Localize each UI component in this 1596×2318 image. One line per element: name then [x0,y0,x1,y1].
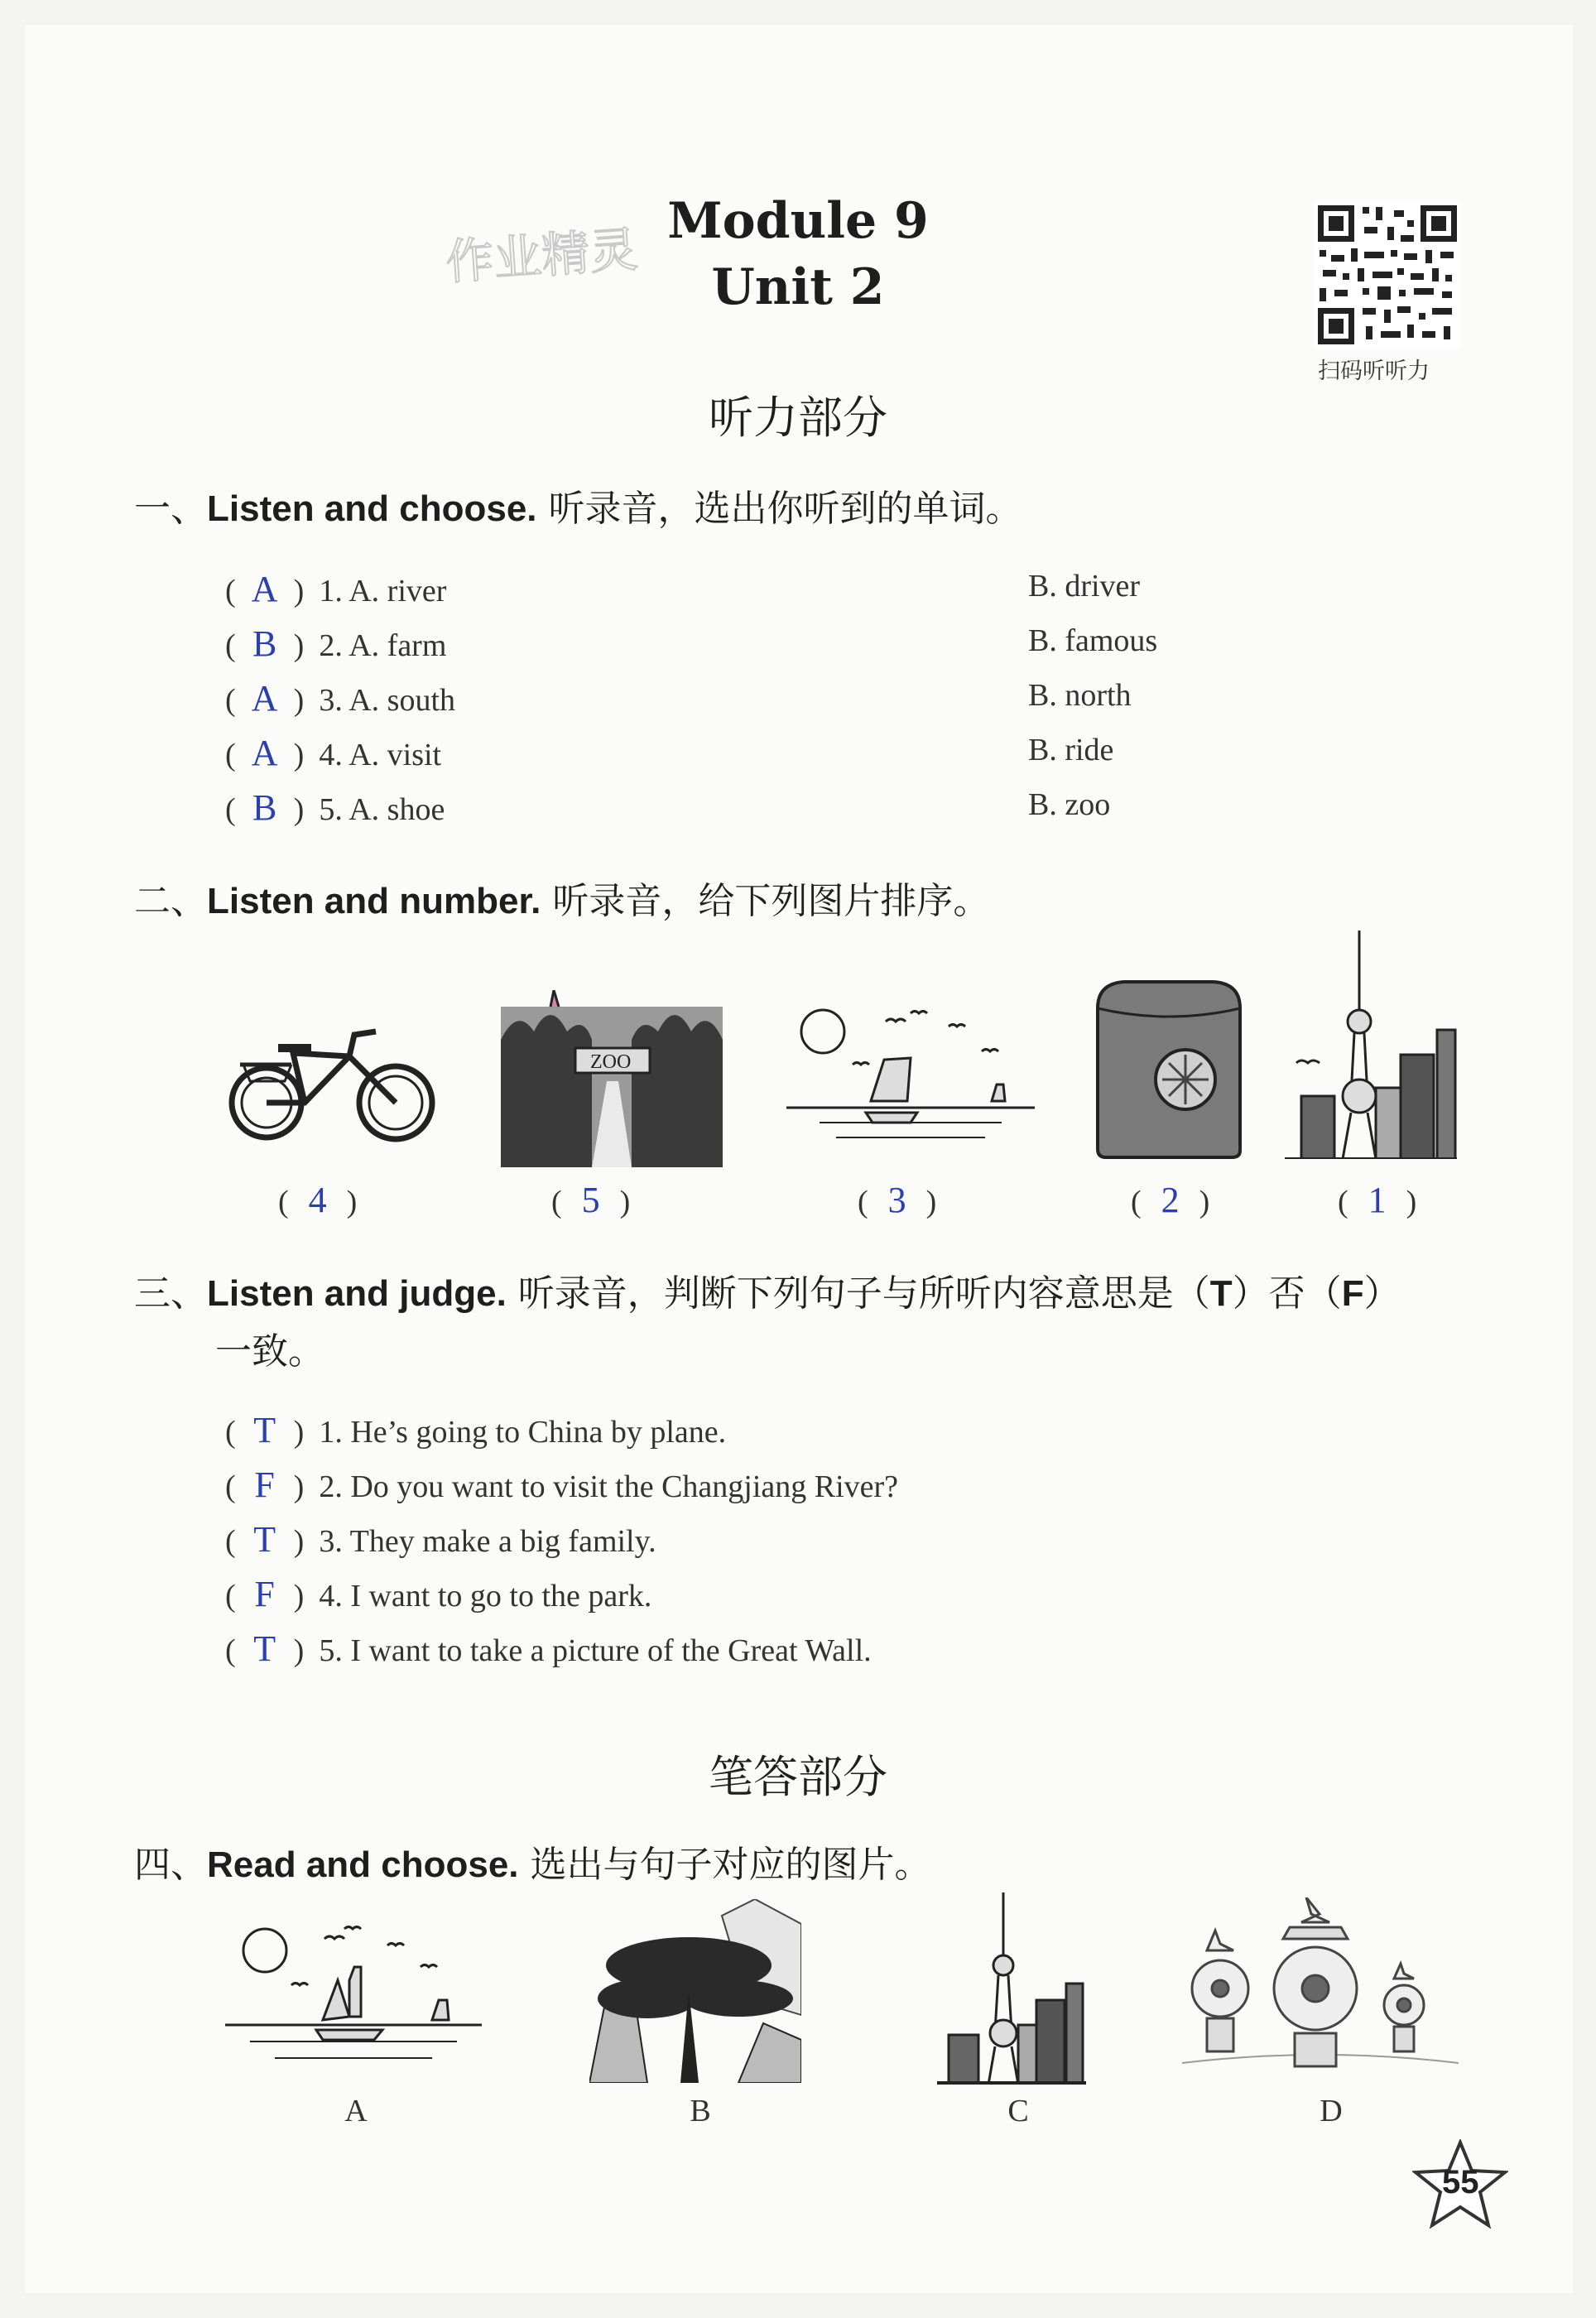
open-paren: ( [225,1633,236,1668]
choice-row [225,786,445,829]
open-paren: ( [225,1524,236,1559]
number-answer [1338,1179,1416,1221]
number-answer [858,1179,936,1221]
answer-mark: 4 [308,1180,327,1220]
option-a: 4. A. visit [319,738,442,772]
open-paren: ( [278,1185,289,1219]
choice-row [225,568,446,610]
page-number: 55 [1442,2164,1479,2200]
close-paren: ) [293,628,305,663]
part4-heading [134,1835,931,1888]
judge-sentence: 5. I want to take a picture of the Great Wall. [319,1633,872,1668]
judge-row [225,1409,726,1451]
option-b: B. north [1028,678,1132,713]
answer-mark: B [252,623,277,664]
answer-mark: T [253,1628,276,1669]
module-title: Module 9 [667,192,929,250]
choice-row [225,623,446,665]
open-paren: ( [225,1415,236,1450]
answer-mark: 5 [581,1180,600,1220]
choice-row [225,732,441,774]
sea-boat-icon [225,1917,482,2075]
answer-mark: 1 [1368,1180,1387,1220]
judge-sentence: 3. They make a big family. [319,1524,656,1559]
close-paren: ) [293,792,305,827]
stone-pagoda-icon [1182,1897,1459,2080]
writing-section-title: 笔答部分 [709,1751,887,1803]
answer-mark: 2 [1161,1180,1180,1220]
option-b: B. driver [1028,569,1141,604]
open-paren: ( [225,628,236,663]
judge-row [225,1464,898,1506]
open-paren: ( [225,792,236,827]
answer-mark: T [253,1519,276,1560]
part3-heading [134,1263,1401,1316]
open-paren: ( [1131,1185,1142,1219]
pine-mountain-icon [589,1899,801,2083]
number-answer [1131,1179,1209,1221]
option-b: B. ride [1028,733,1114,767]
option-a: 3. A. south [319,683,456,718]
close-paren: ) [293,683,305,718]
part1-title-en: Listen and choose. [207,488,537,529]
part3-title-cn: 听录音，判断下列句子与所听内容意思是（ [517,1272,1210,1315]
answer-mark: A [251,678,278,719]
option-b: B. zoo [1028,787,1111,822]
bicycle-icon [225,1023,439,1144]
zoo-gate-icon [501,990,723,1167]
answer-mark: 3 [887,1180,906,1220]
part3-title-en: Listen and judge. [207,1273,507,1314]
open-paren: ( [225,1579,236,1613]
judge-sentence: 1. He’s going to China by plane. [319,1415,727,1450]
open-paren: ( [225,1469,236,1504]
open-paren: ( [225,738,236,772]
picture-label: D [1320,2094,1343,2128]
answer-mark: F [254,1574,275,1614]
part3-number: 三、 [134,1272,207,1315]
close-paren: ) [293,1524,305,1559]
close-paren: ) [1199,1185,1210,1219]
tea-box-icon [1091,975,1245,1159]
picture-label: C [1007,2094,1029,2128]
part2-title-cn: 听录音，给下列图片排序。 [552,880,990,922]
close-paren: ) [619,1185,631,1219]
answer-mark: A [251,733,278,773]
judge-sentence: 4. I want to go to the park. [319,1579,652,1613]
answer-mark: F [254,1464,275,1505]
answer-mark: T [253,1410,276,1450]
open-paren: ( [858,1185,868,1219]
city-tower-icon [937,1892,1086,2085]
judge-row [225,1518,656,1561]
open-paren: ( [225,683,236,718]
option-a: 5. A. shoe [319,792,445,827]
open-paren: ( [551,1185,562,1219]
listening-section-title: 听力部分 [709,392,887,444]
answer-mark: A [251,569,278,609]
city-tower-icon [1285,931,1457,1159]
watermark: 作业精灵 [444,220,640,291]
close-paren: ) [293,574,305,608]
part1-heading [134,479,1022,531]
part4-number: 四、 [134,1844,207,1886]
open-paren: ( [1338,1185,1348,1219]
part3-t: T [1209,1273,1233,1314]
number-answer [278,1179,357,1221]
part2-number: 二、 [134,880,207,922]
number-answer [551,1179,630,1221]
option-a: 1. A. river [319,574,447,608]
judge-row [225,1628,872,1670]
part2-heading [134,871,989,924]
part1-number: 一、 [134,488,207,530]
choice-row [225,677,455,719]
unit-title: Unit 2 [711,258,885,316]
part1-title-cn: 听录音，选出你听到的单词。 [548,488,1022,530]
part3-mid: ）否（ [1232,1272,1342,1315]
part3-heading-line2: 一致。 [215,1330,324,1373]
close-paren: ) [1406,1185,1417,1219]
picture-label: B [690,2094,711,2128]
judge-row [225,1573,651,1615]
option-a: 2. A. farm [319,628,447,663]
qr-code-icon[interactable] [1315,202,1460,348]
answer-mark: B [252,787,277,828]
picture-label: A [344,2094,368,2128]
close-paren: ) [293,1415,305,1450]
close-paren: ) [925,1185,937,1219]
part2-title-en: Listen and number. [207,881,541,921]
sea-boat-icon [786,1002,1035,1151]
part3-f: F [1341,1273,1364,1314]
part4-title-en: Read and choose. [207,1844,519,1885]
qr-caption: 扫码听听力 [1318,358,1430,384]
open-paren: ( [225,574,236,608]
close-paren: ) [293,1633,305,1668]
close-paren: ) [293,1469,305,1504]
part4-title-cn: 选出与句子对应的图片。 [530,1844,931,1886]
close-paren: ) [293,1579,305,1613]
option-b: B. famous [1028,623,1158,658]
judge-sentence: 2. Do you want to visit the Changjiang River? [319,1469,899,1504]
part3-end: ） [1363,1272,1401,1315]
zoo-sign: ZOO [590,1051,632,1073]
close-paren: ) [293,738,305,772]
close-paren: ) [346,1185,358,1219]
